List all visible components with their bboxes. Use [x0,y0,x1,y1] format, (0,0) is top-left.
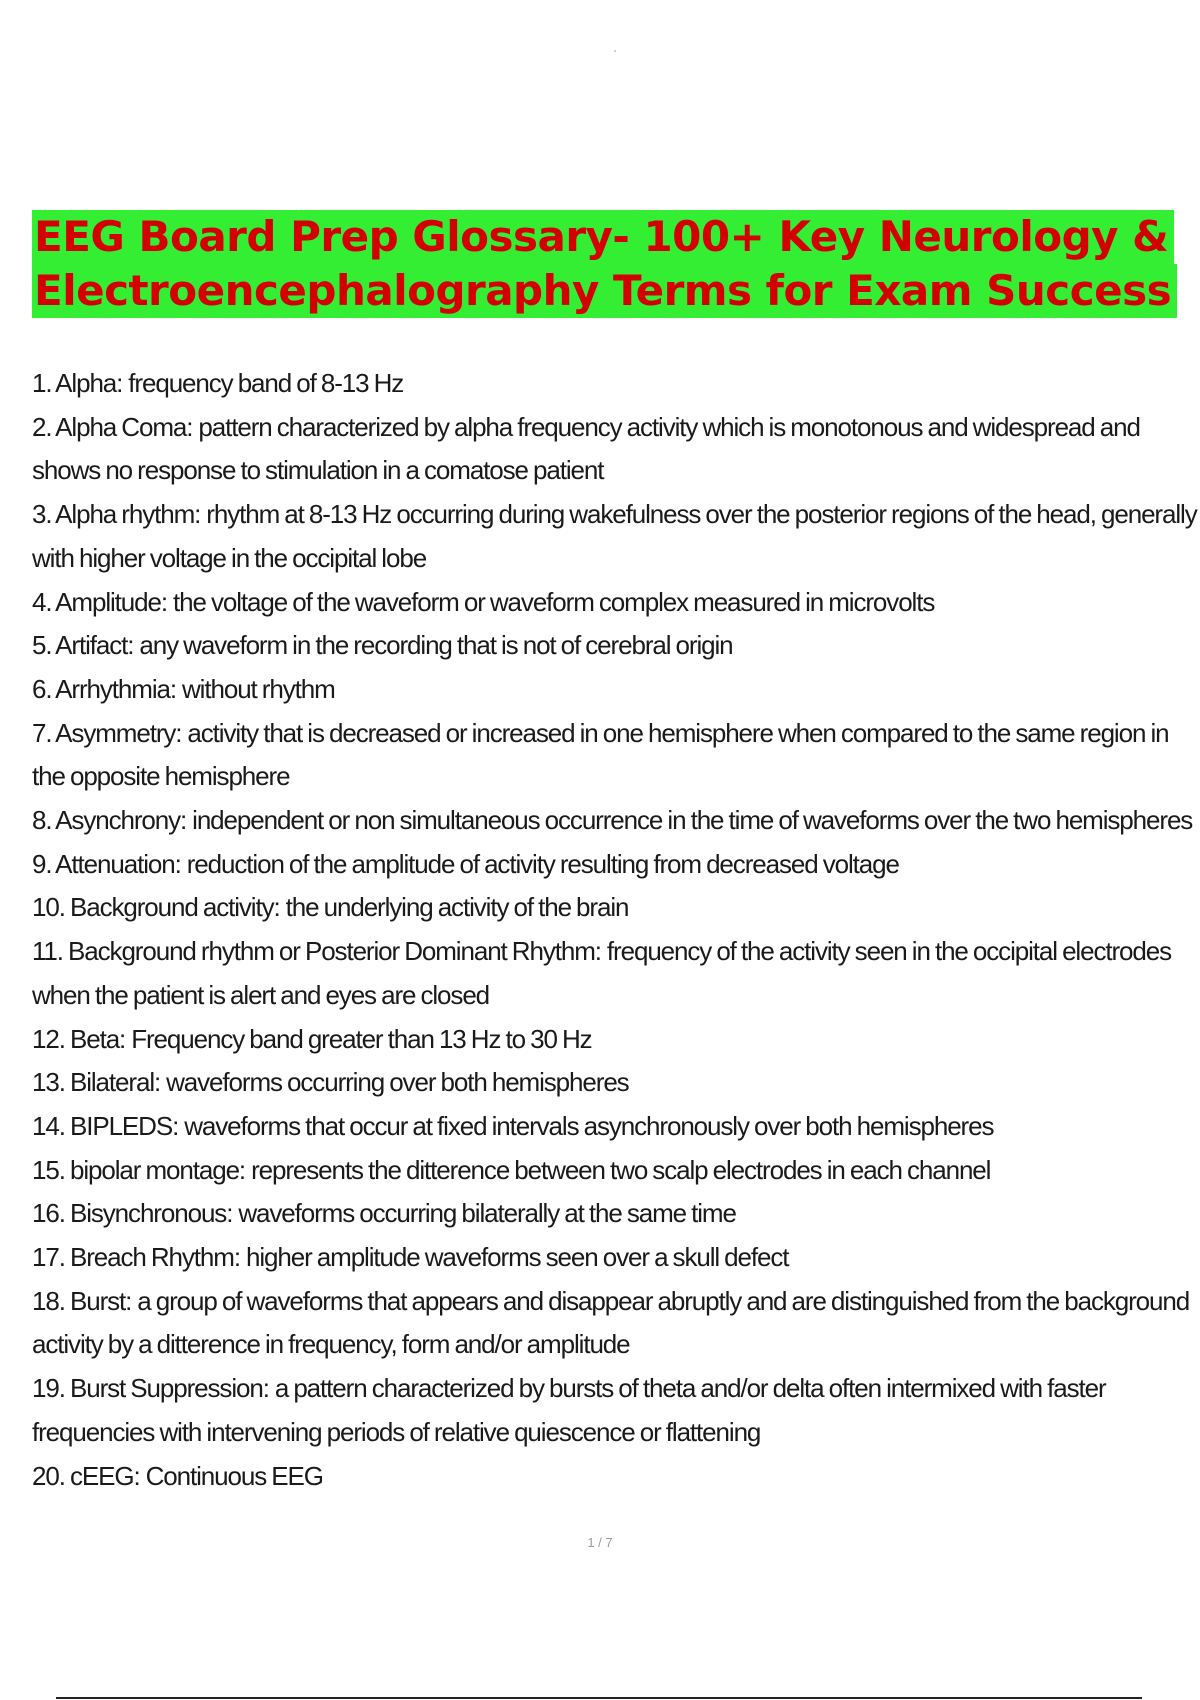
glossary-entry [32,1149,1200,1193]
glossary-entry [32,1280,1200,1367]
glossary-entry [32,1367,1200,1454]
glossary-entry [32,1455,1200,1499]
glossary-term: 15. bipolar montage: [32,1154,246,1185]
glossary-term: 17. Breach Rhythm: [32,1242,240,1273]
glossary-term: 19. Burst Suppression: [32,1373,269,1404]
glossary-definition: represents the ditterence between two scalp electrodes in each channel [251,1154,991,1185]
glossary-term: 10. Background activity: [32,892,280,923]
glossary-definition: waveforms occurring bilaterally at the same time [238,1198,736,1229]
glossary-term: 6. Arrhythmia: [32,673,176,704]
glossary-definition: any waveform in the recording that is not of cerebral origin [139,630,733,661]
glossary-term: 12. Beta: [32,1023,126,1054]
glossary-entry [32,624,1200,668]
glossary-definition: activity that is decreased or increased in one hemisphere when compared to the same region in the opposite hemisphere [32,717,1169,792]
glossary-entry [32,886,1200,930]
glossary-entry [32,1192,1200,1236]
glossary-entry [32,799,1200,843]
glossary-definition: a pattern characterized by bursts of theta and/or delta often intermixed with faster frequencies with intervening periods of relative quiescence or flattening [32,1373,1106,1447]
glossary-entry [32,362,1200,406]
title-line-1: EEG Board Prep Glossary- 100+ Key Neurology & [32,210,1174,264]
glossary-entry [32,1061,1200,1105]
glossary-definition: the underlying activity of the brain [285,892,629,923]
glossary-term: 8. Asynchrony: [32,805,187,836]
glossary-entry [32,581,1200,625]
glossary-term: 2. Alpha Coma: [32,411,193,442]
glossary-term: 4. Amplitude: [32,586,168,617]
glossary-entry [32,1018,1200,1062]
glossary-definition: reduction of the amplitude of activity resulting from decreased voltage [186,848,899,879]
glossary-term: 3. Alpha rhythm: [32,499,201,530]
glossary-term: 1. Alpha: [32,368,123,398]
glossary-term: 14. BIPLEDS: [32,1110,179,1141]
glossary-term: 20. cEEG: [32,1460,140,1491]
glossary-term: 11. Background rhythm or Posterior Dominant Rhythm: [32,936,601,967]
glossary-definition: a group of waveforms that appears and disappear abruptly and are distinguished from the background activity by a ditterence in frequency, form and/or amplitude [32,1285,1190,1360]
glossary-definition: the voltage of the waveform or waveform complex measured in microvolts [173,586,935,617]
glossary-term: 7. Asymmetry: [32,717,182,748]
glossary-term: 13. Bilateral: [32,1067,161,1098]
title-line-2: Electroencephalography Terms for Exam Success [32,264,1177,318]
glossary-definition: higher amplitude waveforms seen over a skull defect [245,1242,789,1273]
glossary-definition: waveforms that occur at fixed intervals asynchronously over both hemispheres [184,1110,994,1141]
glossary-definition: Frequency band greater than 13 Hz to 30 Hz [131,1023,592,1054]
glossary-term: 5. Artifact: [32,630,134,661]
glossary-entry [32,668,1200,712]
glossary-definition: pattern characterized by alpha frequency activity which is monotonous and widespread and shows no response to stimulation in a comatose patient [32,411,1140,486]
glossary-definition: rhythm at 8-13 Hz occurring during wakefulness over the posterior regions of the head, generally with higher voltage in the occipital lobe [32,499,1197,573]
glossary-list [32,362,1200,1498]
glossary-definition: waveforms occurring over both hemispheres [166,1067,629,1098]
glossary-entry [32,712,1200,799]
bottom-divider [56,1697,1142,1699]
glossary-entry [32,930,1200,1017]
page-dot-mark [614,50,616,52]
page-number: 1 / 7 [587,1535,613,1550]
glossary-term: 9. Attenuation: [32,848,181,879]
glossary-entry [32,493,1200,580]
glossary-term: 16. Bisynchronous: [32,1198,233,1229]
document-title [32,210,1172,318]
glossary-term: 18. Burst: [32,1285,132,1316]
glossary-entry [32,1236,1200,1280]
glossary-definition: frequency band of 8-13 Hz [128,368,404,398]
glossary-definition: frequency of the activity seen in the occipital electrodes when the patient is alert and eyes are closed [32,936,1172,1010]
glossary-definition: Continuous EEG [145,1460,323,1491]
glossary-entry [32,843,1200,887]
glossary-entry [32,406,1200,493]
glossary-entry [32,1105,1200,1149]
glossary-definition: without rhythm [182,673,335,704]
glossary-definition: independent or non simultaneous occurrence in the time of waveforms over the two hemispheres [192,805,1193,836]
